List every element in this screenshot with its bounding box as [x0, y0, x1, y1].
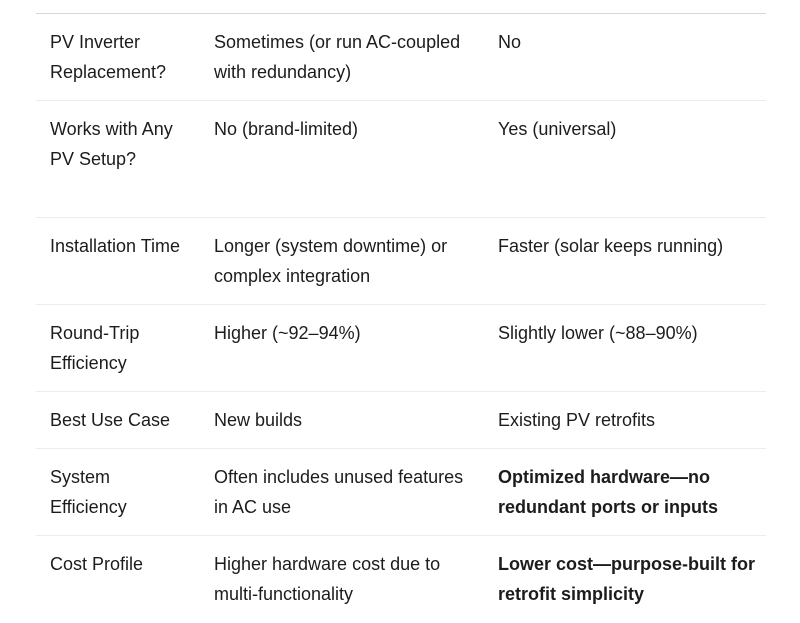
ac-coupled-cell: Slightly lower (~88–90%) [498, 323, 698, 343]
ac-coupled-cell: Optimized hardware—no redundant ports or inputs [498, 467, 718, 517]
table-row [36, 449, 766, 536]
hybrid-cell: Longer (system downtime) or complex integration [214, 236, 448, 286]
ac-coupled-cell: Faster (solar keeps running) [498, 236, 724, 256]
table-row [36, 218, 766, 305]
feature-cell: Round-Trip Efficiency [50, 323, 140, 373]
table-row [36, 305, 766, 392]
ac-coupled-cell: Yes (universal) [498, 119, 617, 139]
table-row [36, 392, 766, 449]
hybrid-cell: Sometimes (or run AC-coupled with redundancy) [214, 32, 461, 82]
feature-cell: System Efficiency [50, 467, 127, 517]
feature-cell: Works with Any PV Setup? [50, 119, 173, 169]
hybrid-cell: Often includes unused features in AC use [214, 467, 464, 517]
table-header-row [36, 0, 766, 14]
ac-coupled-cell: Lower cost—purpose-built for retrofit simplicity [498, 554, 756, 604]
comparison-table [36, 0, 766, 623]
hybrid-cell: Higher hardware cost due to multi-functionality [214, 554, 441, 604]
hybrid-cell: Higher (~92–94%) [214, 323, 361, 343]
table-row [36, 536, 766, 623]
hybrid-cell: No (brand-limited) [214, 119, 359, 139]
hybrid-cell: New builds [214, 410, 303, 430]
table-row [36, 101, 766, 218]
ac-coupled-cell: No [498, 32, 522, 52]
feature-cell: Installation Time [50, 236, 181, 256]
feature-cell: PV Inverter Replacement? [50, 32, 167, 82]
table-row [36, 14, 766, 101]
feature-cell: Cost Profile [50, 554, 144, 574]
ac-coupled-cell: Existing PV retrofits [498, 410, 656, 430]
feature-cell: Best Use Case [50, 410, 171, 430]
